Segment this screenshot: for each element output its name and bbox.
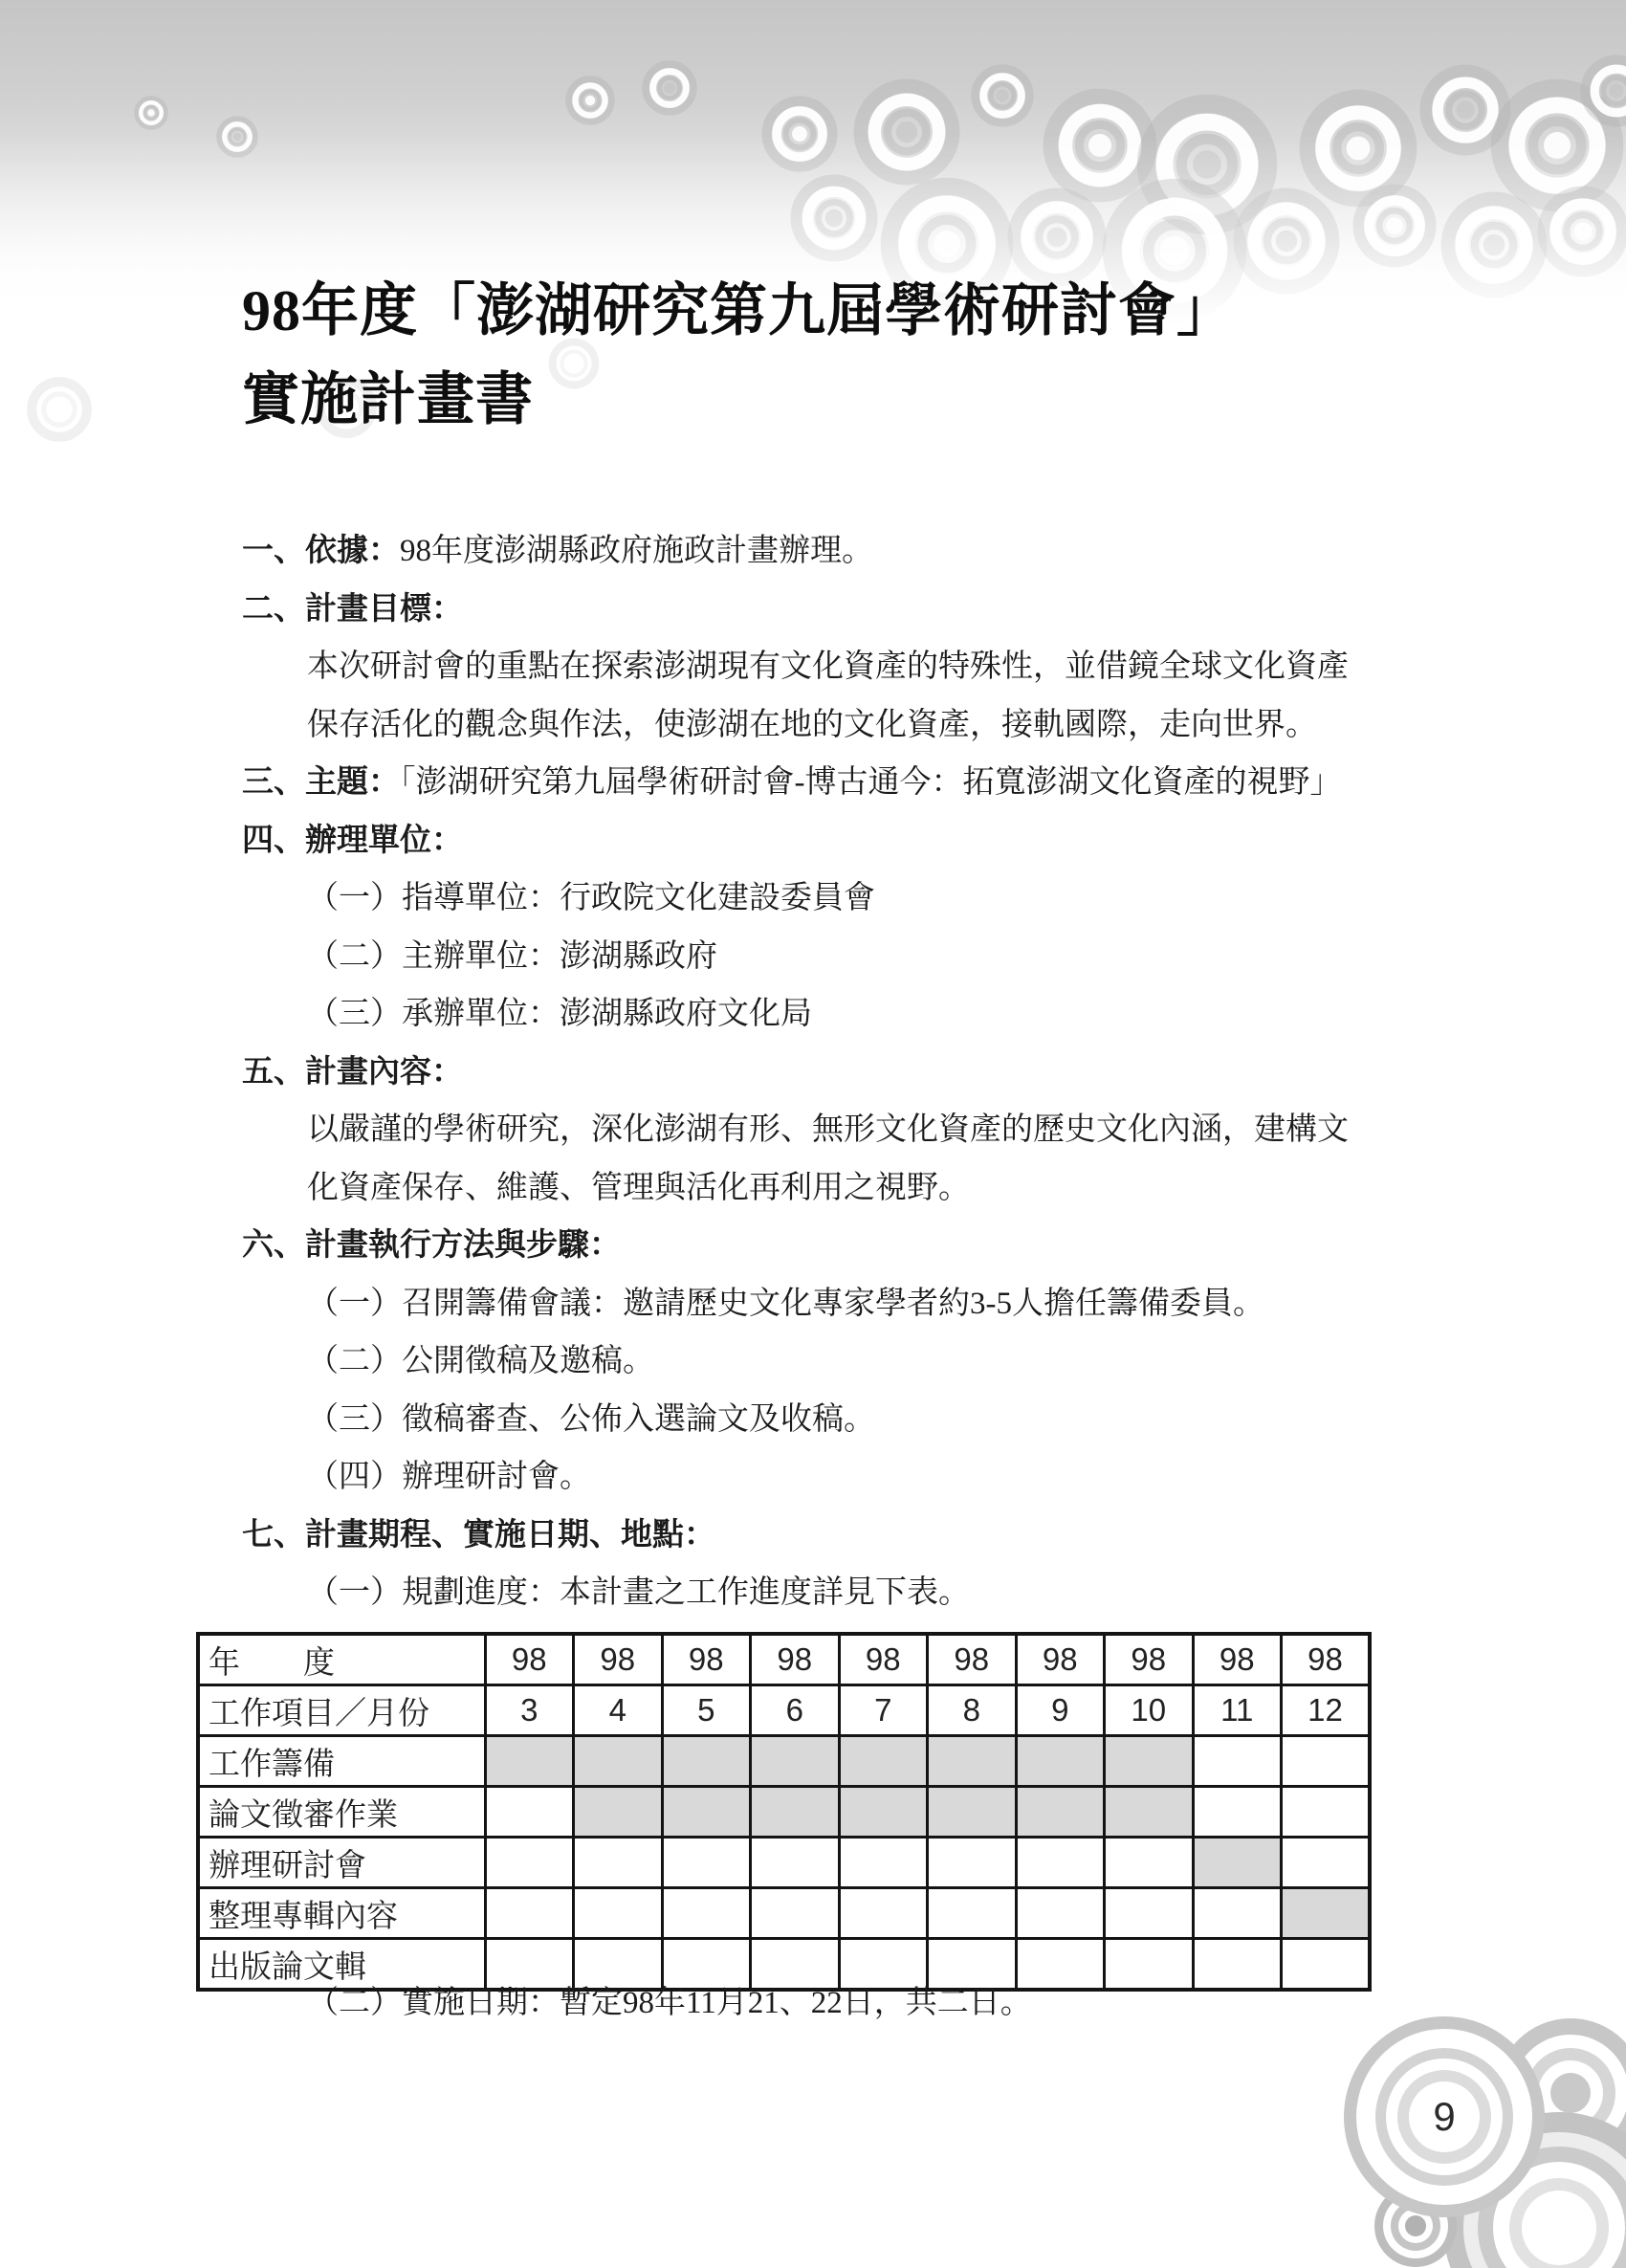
body-line — [0, 1044, 1626, 1102]
schedule-table — [196, 1632, 1372, 1992]
body-line — [0, 581, 1626, 639]
body-line — [0, 696, 1626, 755]
body-line-bold: 二、計畫目標： — [242, 591, 463, 627]
gantt-cell — [839, 1838, 928, 1888]
task-row — [198, 1838, 1370, 1888]
task-row — [198, 1736, 1370, 1787]
gantt-cell — [1016, 1888, 1105, 1939]
gantt-cell — [485, 1787, 574, 1838]
body-line-text: 化資產保存、維護、管理與活化再利用之視野。 — [307, 1170, 970, 1205]
month-row-cell: 9 — [1016, 1685, 1105, 1736]
gantt-cell — [574, 1838, 663, 1888]
body-line — [0, 754, 1626, 812]
body-line — [0, 870, 1626, 928]
year-row-cell: 98 — [485, 1634, 574, 1685]
gantt-cell — [1016, 1787, 1105, 1838]
gantt-cell — [1016, 1838, 1105, 1888]
body-line — [0, 1332, 1626, 1391]
body-line — [0, 1507, 1626, 1565]
task-row-label: 出版論文輯 — [198, 1939, 485, 1991]
task-row — [198, 1787, 1370, 1838]
body-line-text: 「澎湖研究第九屆學術研討會-博古通今：拓寬澎湖文化資產的視野」 — [400, 765, 1342, 800]
gantt-cell — [1105, 1939, 1194, 1991]
gantt-cell — [485, 1838, 574, 1888]
body-line — [0, 1564, 1626, 1622]
body-line — [0, 812, 1626, 870]
gantt-cell — [662, 1787, 751, 1838]
gantt-cell — [1282, 1838, 1371, 1888]
gantt-cell — [1193, 1838, 1282, 1888]
body-line-text: 以嚴謹的學術研究，深化澎湖有形、無形文化資產的歷史文化內涵，建構文 — [307, 1112, 1349, 1147]
body-line — [0, 1275, 1626, 1333]
implementation-date-line — [307, 1974, 1032, 2032]
task-row-label: 整理專輯內容 — [198, 1888, 485, 1939]
gantt-cell — [1105, 1838, 1194, 1888]
year-row-cell: 98 — [751, 1634, 840, 1685]
gantt-cell — [574, 1736, 663, 1787]
task-row-label: 工作籌備 — [198, 1736, 485, 1787]
gantt-cell — [574, 1787, 663, 1838]
body-line-bold: 三、主題： — [242, 765, 400, 800]
gantt-cell — [1105, 1888, 1194, 1939]
body-line — [0, 1217, 1626, 1275]
year-row-cell: 98 — [662, 1634, 751, 1685]
body-line-bold: 五、計畫內容： — [242, 1054, 463, 1090]
gantt-cell — [1105, 1736, 1194, 1787]
gantt-cell — [751, 1787, 840, 1838]
body-line-bold: 七、計畫期程、實施日期、地點： — [242, 1517, 715, 1552]
year-row-cell: 98 — [839, 1634, 928, 1685]
body-line — [0, 1159, 1626, 1218]
body-line-text: （四）辦理研討會。 — [307, 1460, 591, 1494]
gantt-cell — [662, 1888, 751, 1939]
body-line-text: （一）召開籌備會議：邀請歷史文化專家學者約3-5人擔任籌備委員。 — [307, 1286, 1264, 1321]
task-row-label: 辦理研討會 — [198, 1838, 485, 1888]
body-line — [0, 985, 1626, 1044]
page-number: 9 — [1433, 2094, 1456, 2139]
gantt-cell — [839, 1736, 928, 1787]
month-row-cell: 5 — [662, 1685, 751, 1736]
gantt-cell — [928, 1888, 1017, 1939]
gantt-cell — [1016, 1736, 1105, 1787]
gantt-cell — [928, 1787, 1017, 1838]
year-row-cell: 98 — [1016, 1634, 1105, 1685]
page-title — [242, 267, 1235, 445]
month-row-cell: 6 — [751, 1685, 840, 1736]
body-line-text: （二）主辦單位：澎湖縣政府 — [307, 938, 717, 974]
gantt-cell — [662, 1736, 751, 1787]
year-row-cell: 98 — [1105, 1634, 1194, 1685]
month-row-cell: 8 — [928, 1685, 1017, 1736]
gantt-cell — [839, 1888, 928, 1939]
body-line — [0, 928, 1626, 986]
gantt-cell — [485, 1888, 574, 1939]
gantt-cell — [1282, 1888, 1371, 1939]
year-row — [198, 1634, 1370, 1685]
title-line-1: 98年度「澎湖研究第九屆學術研討會」 — [242, 279, 1235, 342]
body-line-text: 98年度澎湖縣政府施政計畫辦理。 — [400, 534, 873, 568]
year-row-cell: 98 — [1282, 1634, 1371, 1685]
year-row-cell: 98 — [1193, 1634, 1282, 1685]
year-row-label: 年 度 — [198, 1634, 485, 1685]
title-line-2: 實施計畫書 — [242, 368, 534, 431]
month-row-cell: 3 — [485, 1685, 574, 1736]
body-line-bold: 六、計畫執行方法與步驟： — [242, 1228, 621, 1263]
gantt-cell — [751, 1888, 840, 1939]
gantt-cell — [1193, 1736, 1282, 1787]
task-row-label: 論文徵審作業 — [198, 1787, 485, 1838]
body-line — [0, 1391, 1626, 1449]
month-row-cell: 12 — [1282, 1685, 1371, 1736]
gantt-cell — [1282, 1787, 1371, 1838]
body-line-bold: 四、辦理單位： — [242, 823, 463, 858]
gantt-cell — [928, 1736, 1017, 1787]
gantt-cell — [1282, 1736, 1371, 1787]
body-line — [0, 522, 1626, 581]
body-line-text: （二）公開徵稿及邀稿。 — [307, 1344, 654, 1378]
task-row — [198, 1888, 1370, 1939]
body-line-bold: 一、依據： — [242, 534, 400, 568]
gantt-cell — [839, 1787, 928, 1838]
month-row-cell: 4 — [574, 1685, 663, 1736]
body-line-text: （三）承辦單位：澎湖縣政府文化局 — [307, 997, 812, 1031]
body-line-text: （三）徵稿審查、公佈入選論文及收稿。 — [307, 1401, 875, 1437]
implementation-date-text: （二）實施日期：暫定98年11月21、22日，共二日。 — [307, 1986, 1032, 2020]
body-line-text: （一）指導單位：行政院文化建設委員會 — [307, 881, 875, 915]
corner-circles — [1344, 2016, 1626, 2268]
month-row-cell: 7 — [839, 1685, 928, 1736]
body-text — [0, 522, 1626, 1622]
body-line-text: 本次研討會的重點在探索澎湖現有文化資產的特殊性，並借鏡全球文化資產 — [307, 650, 1349, 684]
gantt-cell — [662, 1838, 751, 1888]
month-row-cell: 10 — [1105, 1685, 1194, 1736]
gantt-cell — [1193, 1888, 1282, 1939]
gantt-cell — [928, 1838, 1017, 1888]
gantt-cell — [574, 1888, 663, 1939]
gantt-cell — [1193, 1787, 1282, 1838]
month-row-cell: 11 — [1193, 1685, 1282, 1736]
body-line — [0, 638, 1626, 696]
body-line-text: 保存活化的觀念與作法，使澎湖在地的文化資產，接軌國際，走向世界。 — [307, 707, 1317, 742]
body-line — [0, 1448, 1626, 1507]
body-line-text: （一）規劃進度：本計畫之工作進度詳見下表。 — [307, 1575, 970, 1610]
year-row-cell: 98 — [574, 1634, 663, 1685]
gantt-cell — [1105, 1787, 1194, 1838]
month-row — [198, 1685, 1370, 1736]
month-row-label: 工作項目／月份 — [198, 1685, 485, 1736]
gantt-cell — [751, 1838, 840, 1888]
gantt-cell — [485, 1736, 574, 1787]
gantt-cell — [751, 1736, 840, 1787]
schedule-table-wrap — [196, 1632, 1372, 1992]
year-row-cell: 98 — [928, 1634, 1017, 1685]
body-line — [0, 1101, 1626, 1159]
